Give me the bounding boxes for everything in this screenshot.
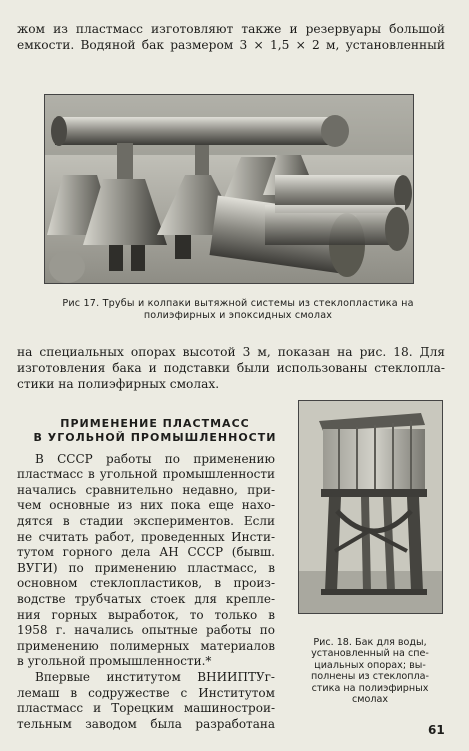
- column-text-line: В СССР работы по применению: [35, 452, 275, 466]
- caption-line: полнены из стеклопла-: [310, 671, 430, 683]
- caption-line: Рис. 18. Бак для воды,: [313, 637, 427, 648]
- body-text-line: стики на полиэфирных смолах.: [17, 377, 220, 391]
- column-text-line: лемаш в содружестве с Институтом: [17, 686, 275, 700]
- section-heading: ПРИМЕНЕНИЕ ПЛАСТМАСС: [60, 417, 250, 430]
- figure-17-photo: [44, 94, 414, 284]
- caption-line: циальных опорах; вы-: [314, 659, 426, 671]
- column-text-line: водстве трубчатых стоек для крепле-: [17, 592, 275, 606]
- column-text-line: дятся в стадии экспериментов. Если: [17, 514, 275, 528]
- column-text-line: Впервые институтом ВНИИПТУг-: [35, 670, 275, 684]
- column-text-line: в угольной промышленности.*: [17, 654, 212, 668]
- section-heading: В УГОЛЬНОЙ ПРОМЫШЛЕННОСТИ: [33, 431, 277, 444]
- column-text-line: ВУГИ) по применению пластмасс, в: [17, 561, 275, 575]
- body-text-line: изготовления бака и подставки были использованы стеклопла-: [17, 361, 445, 375]
- column-text-line: пластмасс и Торецким машинострои-: [17, 701, 275, 715]
- column-text-line: тельным заводом была разработана: [17, 717, 275, 731]
- caption-line: стика на полиэфирных: [311, 682, 429, 694]
- caption-line: смолах: [351, 694, 389, 706]
- column-text-line: тутом горного дела АН СССР (бывш.: [17, 545, 275, 559]
- figure-18-photo: [298, 400, 443, 614]
- figure-17-caption: [48, 298, 428, 322]
- figure-18-caption: [296, 637, 444, 705]
- caption-line: полиэфирных и эпоксидных смолах: [143, 310, 333, 321]
- caption-line: Рис 17. Трубы и колпаки вытяжной системы из стеклопластика на: [62, 298, 414, 309]
- body-text-line: на специальных опорах высотой 3 м, показан на рис. 18. Для: [17, 345, 445, 359]
- caption-line: установленный на спе-: [311, 648, 429, 660]
- column-text-line: начались сравнительно недавно, при-: [17, 483, 275, 497]
- page-number: 61: [428, 723, 445, 737]
- body-text-line: емкости. Водяной бак размером 3 × 1,5 × 2 м, установленный: [17, 38, 445, 52]
- column-text-line: ния горных выработок, то только в: [17, 608, 275, 622]
- column-text-line: чем основные из них пока еще нахо-: [17, 498, 275, 512]
- column-text-line: не считать работ, проведенных Инсти-: [17, 530, 275, 544]
- column-text-line: 1958 г. начались опытные работы по: [17, 623, 275, 637]
- column-text-line: применению полимерных материалов: [17, 639, 275, 653]
- column-text-line: основном стеклопластиков, в произ-: [17, 576, 275, 590]
- body-text-line: жом из пластмасс изготовляют также и резервуары большой: [17, 22, 445, 36]
- column-text-line: пластмасс в угольной промышленности: [17, 467, 275, 481]
